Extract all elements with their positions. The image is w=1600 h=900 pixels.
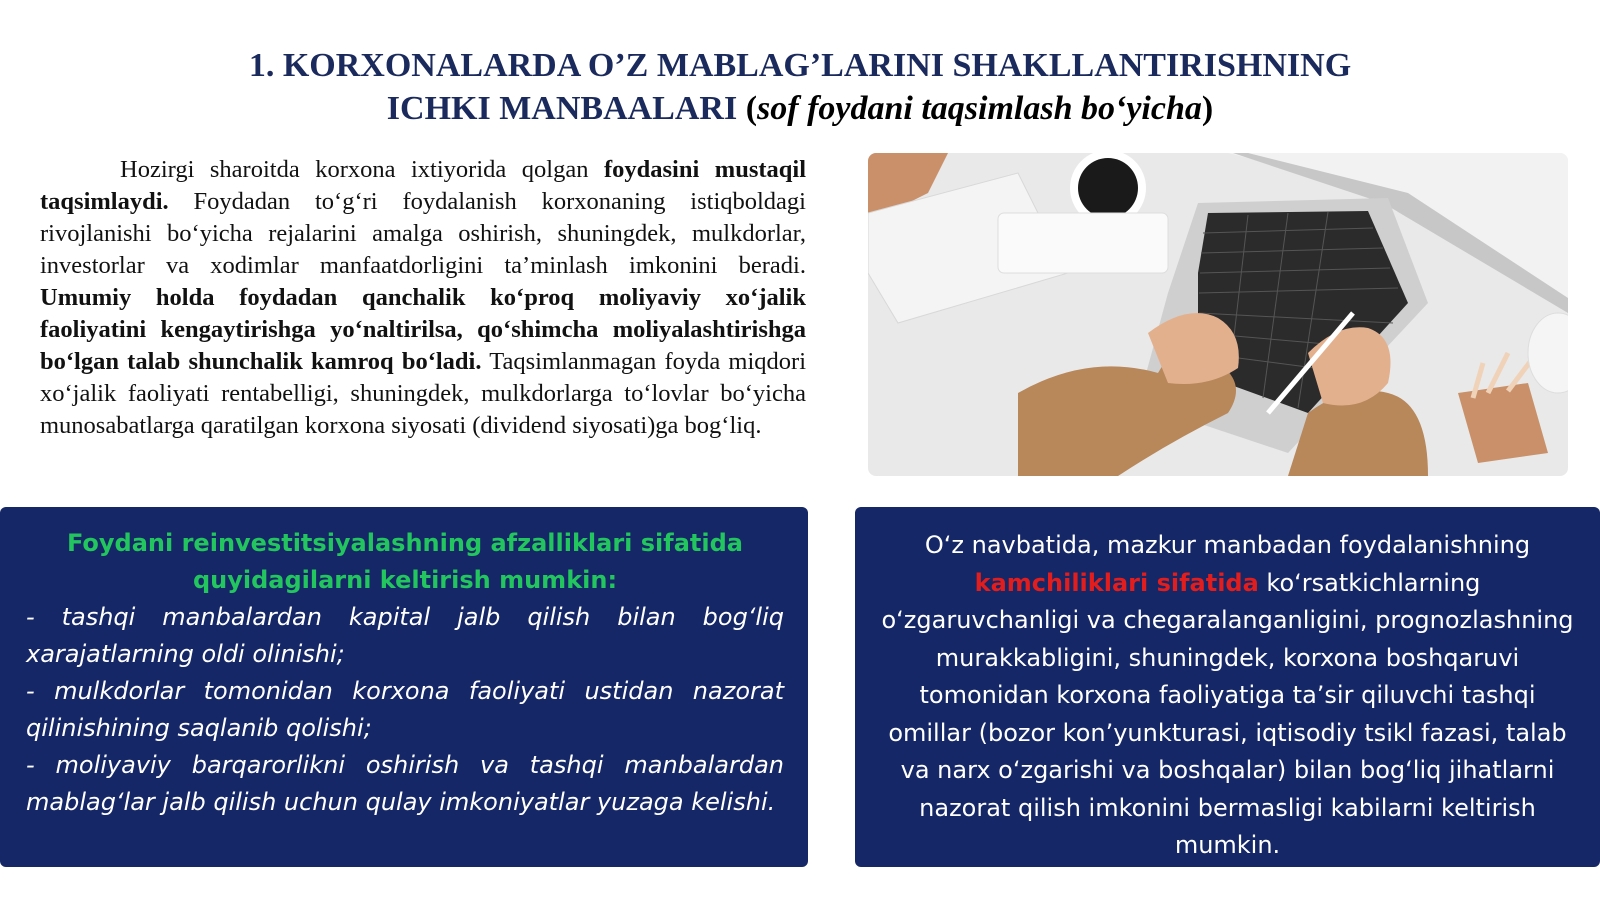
title-line-1: 1. KORXONALARDA O’Z MABLAG’LARINI SHAKLLANTIRISHNING xyxy=(248,47,1352,84)
body-sentence-2: Foydadan to‘g‘ri foydalanish korxonaning istiqboldagi rivojlanishi bo‘yicha rejalarini amalga oshirish, shuningdek, mulkdorlar, investorlar va xodimlar manfaatdorligini ta’minlash imkonini beradi. xyxy=(40,188,806,279)
disadvantages-body: ko‘rsatkichlarning o‘zgaruvchanligi va chegaralanganligini, prognozlashning murakkabligini, shuningdek, korxona boshqaruvi tomonidan korxona faoliyatiga ta’sir qiluvchi tashqi omillar (bozor kon’yunkturasi, iqtisodiy tsikl fazasi, talab va narx o‘zgarishi va boshqalar) bilan bog‘liq jihatlarni nazorat qilish imkonini bermasligi kabilarni keltirish mumkin. xyxy=(881,568,1574,859)
title-paren-close: ) xyxy=(1201,90,1214,127)
advantage-item-1: - tashqi manbalardan kapital jalb qilish bilan bog‘liq xarajatlarning oldi olinishi; xyxy=(26,603,784,668)
advantages-panel xyxy=(0,507,808,867)
title-subtitle: sof foydani taqsimlash bo‘yicha xyxy=(757,90,1202,127)
advantages-heading: Foydani reinvestitsiyalashning afzalliklari sifatida quyidagilarni keltirish mumkin: xyxy=(67,529,743,594)
body-bold-1: foydasini mustaqil taqsimlaydi. xyxy=(40,156,806,215)
title-line-2 xyxy=(0,87,1600,130)
disadvantages-text xyxy=(875,527,1580,865)
title-main: ICHKI MANBAALARI xyxy=(386,90,738,127)
advantage-item-2: - mulkdorlar tomonidan korxona faoliyati ustidan nazorat qilinishining saqlanib qolishi; xyxy=(26,677,784,742)
body-sentence-1: Hozirgi sharoitda korxona ixtiyorida qolgan xyxy=(120,156,604,183)
body-bold-2: Umumiy holda foydadan qanchalik ko‘proq moliyaviy xo‘jalik faoliyatini kengaytirishga yo‘naltirilsa, qo‘shimcha moliyalashtirishga bo‘lgan talab shunchalik kamroq bo‘ladi. xyxy=(40,284,806,375)
disadvantages-highlight: kamchiliklari sifatida xyxy=(974,568,1259,597)
body-paragraph xyxy=(40,154,806,442)
slide-title xyxy=(0,44,1600,130)
advantage-item-3: - moliyaviy barqarorlikni oshirish va tashqi manbalardan mablag‘lar jalb qilish uchun qulay imkoniyatlar yuzaga kelishi. xyxy=(26,751,784,816)
laptop-typing-photo xyxy=(868,153,1568,476)
disadvantages-intro: O‘z navbatida, mazkur manbadan foydalanishning xyxy=(924,531,1531,559)
title-paren-open: ( xyxy=(737,90,758,127)
body-sentence-3: Taqsimlanmagan foyda miqdori xo‘jalik faoliyati rentabelligi, shuningdek, mulkdorlarga to‘lovlar bo‘yicha munosabatlarga qaratilgan korxona siyosati (dividend siyosati)ga bog‘liq. xyxy=(40,348,807,439)
disadvantages-panel xyxy=(855,507,1600,867)
